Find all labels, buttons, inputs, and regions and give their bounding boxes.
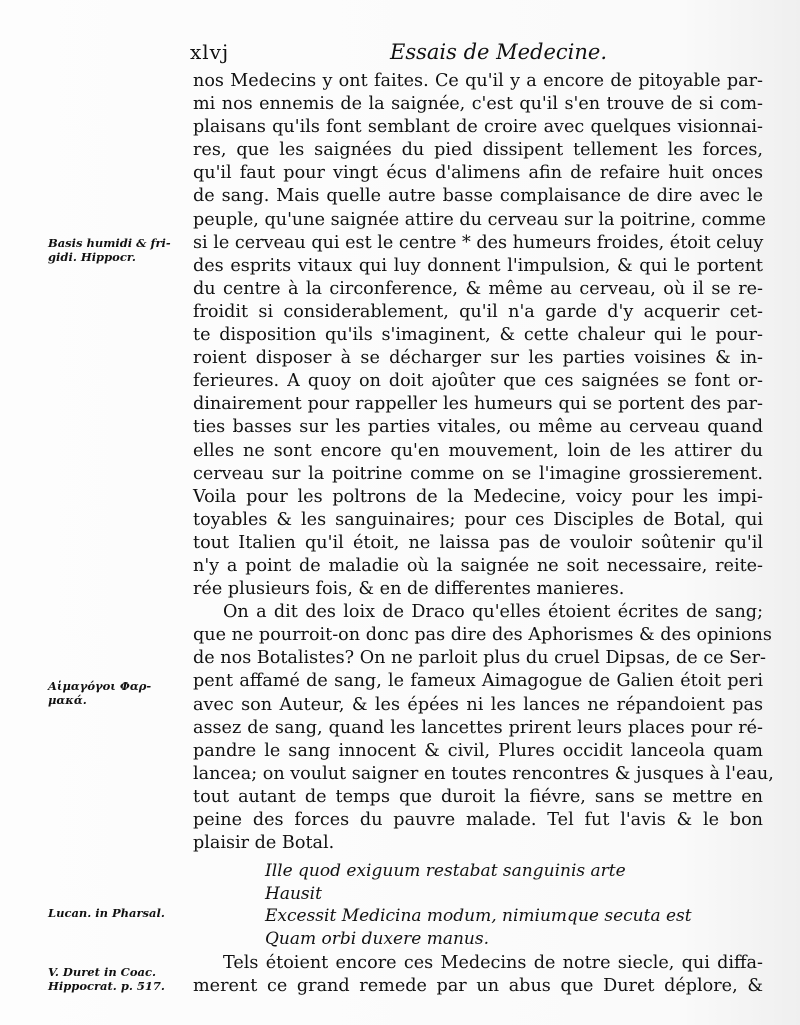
- margin-note-hippocrates: [48, 236, 188, 264]
- text-line: ties basses sur les parties vitales, ou même au cerveau quand: [193, 417, 763, 438]
- text-line: qu'il faut pour vingt écus d'alimens afin de refaire huit onces: [193, 163, 763, 184]
- text-line: res, que les saignées du pied dissipent tellement les forces,: [193, 140, 763, 161]
- text-line: du centre à la circonference, & même au cerveau, où il se re-: [193, 278, 763, 299]
- margin-note-duret: [48, 965, 188, 993]
- text-line: pent affamé de sang, le fameux Aimagogue de Galien étoit peri: [193, 671, 763, 692]
- text-line: On a dit des loix de Draco qu'elles étoient écrites de sang;: [223, 602, 763, 623]
- text-line: si le cerveau qui est le centre * des humeurs froides, étoit celuy: [193, 232, 764, 253]
- text-line: rée plusieurs fois, & en de differentes manieres.: [193, 579, 625, 600]
- text-line: toyables & les sanguinaires; pour ces Disciples de Botal, qui: [193, 509, 763, 530]
- text-line: avec son Auteur, & les épées ni les lances ne répandoient pas: [193, 694, 763, 715]
- text-line: plaisans qu'ils font semblant de croire avec quelques visionnai-: [193, 117, 763, 138]
- text-line: Tels étoient encore ces Medecins de notre siecle, qui diffa-: [223, 953, 763, 973]
- text-line: tout Italien qu'il étoit, ne laissa pas de vouloir soûtenir qu'il: [193, 532, 763, 553]
- verse-quotation: [265, 860, 692, 950]
- text-line: plaisir de Botal.: [193, 833, 335, 854]
- text-line: froidit si considerablement, qu'il n'a garde d'y acquerir cet-: [193, 301, 763, 322]
- text-line: nos Medecins y ont faites. Ce qu'il y a encore de pitoyable par-: [193, 71, 763, 91]
- page-number: xlvj: [190, 40, 230, 64]
- verse-line: Hausit: [265, 883, 322, 904]
- margin-note-line: Hippocrat. p. 517.: [48, 979, 165, 993]
- text-line: assez de sang, quand les lancettes prirent leurs places pour ré-: [193, 717, 763, 738]
- margin-note-line: μακά.: [48, 693, 87, 707]
- text-line: mi nos ennemis de la saignée, c'est qu'il s'en trouve de si com-: [193, 94, 763, 115]
- text-line: que ne pourroit-on donc pas dire des Aphorismes & des opinions: [193, 625, 772, 646]
- text-line: tout autant de temps que duroit la fiévre, sans se mettre en: [193, 786, 763, 807]
- text-line: merent ce grand remede par un abus que Duret déplore, &: [193, 976, 763, 997]
- running-title: Essais de Medecine.: [390, 40, 608, 64]
- text-line: Voila pour les poltrons de la Medecine, voicy pour les impi-: [193, 486, 763, 507]
- text-line: peine des forces du pauvre malade. Tel fut l'avis & le bon: [193, 810, 763, 830]
- verse-line: Quam orbi duxere manus.: [265, 928, 489, 949]
- verse-line: Ille quod exiguum restabat sanguinis arte: [265, 861, 626, 881]
- text-line: ferieures. A quoy on doit ajoûter que ces saignées se font or-: [193, 371, 763, 392]
- margin-note-greek: [48, 679, 188, 707]
- text-line: de sang. Mais quelle autre basse complaisance de dire avec le: [193, 186, 763, 207]
- verse-line: Excessit Medicina modum, nimiumque secuta est: [265, 906, 692, 926]
- margin-note-line: Αἱμαγόγοι Φαρ-: [48, 679, 152, 693]
- main-text: [193, 70, 774, 855]
- text-line: pandre le sang innocent & civil, Plures occidit lanceola quam: [193, 740, 763, 761]
- margin-note-line: V. Duret in Coac.: [48, 965, 156, 979]
- margin-note-line: Lucan. in Pharsal.: [48, 906, 165, 920]
- margin-note-line: Basis humidi & fri-: [48, 236, 171, 250]
- text-line: roient disposer à se décharger sur les parties voisines & in-: [193, 348, 763, 369]
- closing-text: [193, 952, 763, 998]
- margin-note-line: gidi. Hippocr.: [48, 250, 136, 264]
- text-line: peuple, qu'une saignée attire du cerveau sur la poitrine, comme: [193, 209, 766, 230]
- text-line: des esprits vitaux qui luy donnent l'impulsion, & qui le portent: [193, 255, 763, 276]
- page-header: [190, 40, 770, 68]
- text-line: de nos Botalistes? On ne parloit plus du cruel Dipsas, de ce Ser-: [193, 648, 766, 669]
- text-line: elles ne sont encore qu'en mouvement, loin de les attirer du: [193, 440, 763, 461]
- text-line: lancea; on voulut saigner en toutes rencontres & jusques à l'eau,: [193, 763, 774, 784]
- margin-note-lucan: [48, 906, 188, 920]
- text-line: cerveau sur la poitrine comme on se l'imagine grossierement.: [193, 463, 763, 484]
- text-line: dinairement pour rappeller les humeurs qui se portent des par-: [193, 394, 763, 415]
- text-line: te disposition qu'ils s'imaginent, & cette chaleur qui le pour-: [193, 325, 763, 346]
- text-line: n'y a point de maladie où la saignée ne soit necessaire, reite-: [193, 555, 763, 576]
